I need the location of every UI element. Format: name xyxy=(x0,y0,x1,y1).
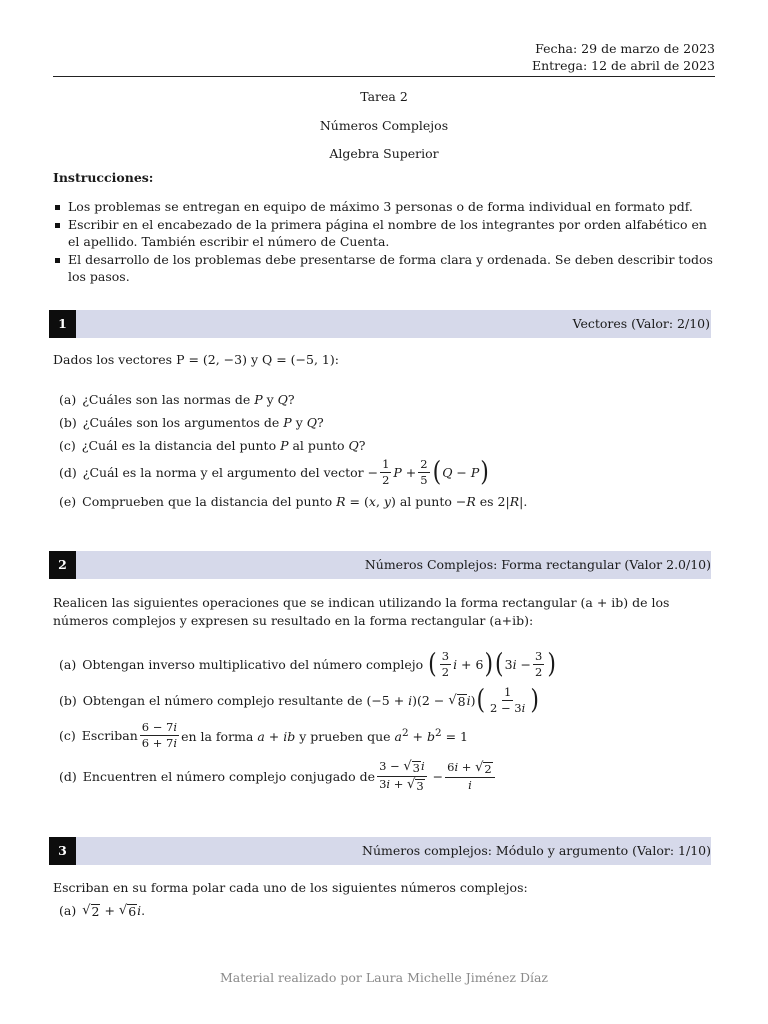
section-number: 1 xyxy=(49,310,76,338)
title-course: Algebra Superior xyxy=(329,146,439,161)
problem-1b: (b) ¿Cuáles son los argumentos de P y Q? xyxy=(59,415,324,430)
section-2-intro: Realicen las siguientes operaciones que se indican utilizando la forma rectangular (a + ib) de los números complejos y expresen su resultado en la forma rectangular (a+ib): xyxy=(53,595,670,628)
problem-2a: (a) Obtengan inverso multiplicativo del número complejo ( $\frac{3}{2}$ i + 6 ) ( 3 i − $\frac{3}{2}$ ) xyxy=(59,648,556,680)
section-title: Vectores (Valor: 2/10) xyxy=(572,316,710,331)
footer-credit: Material realizado por Laura Michelle Jiménez Díaz xyxy=(219,970,549,985)
section-number: 3 xyxy=(49,837,76,865)
section-title: Números Complejos: Forma rectangular (Valor 2.0/10) xyxy=(364,557,711,572)
header-rule xyxy=(53,76,715,77)
title-subject: Números Complejos xyxy=(319,118,449,133)
section-1-intro: Dados los vectores P = (2, −3) y Q = (−5, 1): xyxy=(53,352,339,367)
instruction-item: El desarrollo de los problemas debe presentarse de forma clara y ordenada. Se deben describir todos los pasos. xyxy=(53,251,715,285)
problem-1c: (c) ¿Cuál es la distancia del punto P al punto Q? xyxy=(59,438,366,453)
section-number: 2 xyxy=(49,551,76,579)
section-header-3 xyxy=(49,837,711,865)
fecha-text: Fecha: 29 de marzo de 2023 xyxy=(535,41,715,56)
section-title: Números complejos: Módulo y argumento (Valor: 1/10) xyxy=(362,843,711,858)
section-header-1 xyxy=(49,310,711,338)
problem-1d: (d) ¿Cuál es la norma y el argumento del vector − $\frac{1}{2}$ P + $\frac{2}{5}$ ( Q − P ) xyxy=(59,456,489,488)
title-tarea: Tarea 2 xyxy=(360,89,408,104)
problem-1a: (a) ¿Cuáles son las normas de P y Q? xyxy=(59,392,295,407)
section-3-intro: Escriban en su forma polar cada uno de los siguientes números complejos: xyxy=(53,880,528,895)
problem-1e: (e) Comprueben que la distancia del punto R = (x, y) al punto −R es 2|R|. xyxy=(59,494,528,509)
section-header-2 xyxy=(49,551,711,579)
instruction-item: Escribir en el encabezado de la primera página el nombre de los integrantes por orden alfabético en el apellido. También escribir el número de Cuenta. xyxy=(53,216,715,250)
instructions-list xyxy=(53,198,715,286)
problem-3a: (a) √ 2 + √ 6 i . xyxy=(59,903,146,919)
header-dates xyxy=(532,40,715,74)
instructions-heading: Instrucciones: xyxy=(53,170,154,185)
problem-2c: (c) Escriban $\frac{6 - 7i}{6 + 7i}$ en la forma a + ib y prueben que $a^2 + b^2 = 1$ xyxy=(59,720,469,750)
entrega-text: Entrega: 12 de abril de 2023 xyxy=(531,58,715,73)
instruction-item: Los problemas se entregan en equipo de máximo 3 personas o de forma individual en formato pdf. xyxy=(53,198,715,215)
problem-2d: (d) Encuentren el número complejo conjugado de 3 − √ 3 i 3i + √ 3 − 6i + √ 2 i xyxy=(59,760,497,793)
problem-2b: (b) Obtengan el número complejo resultante de (−5 + i)(2 − √ 8 i ) ( $\frac{1}{2 - 3i}$ ) xyxy=(59,684,539,716)
